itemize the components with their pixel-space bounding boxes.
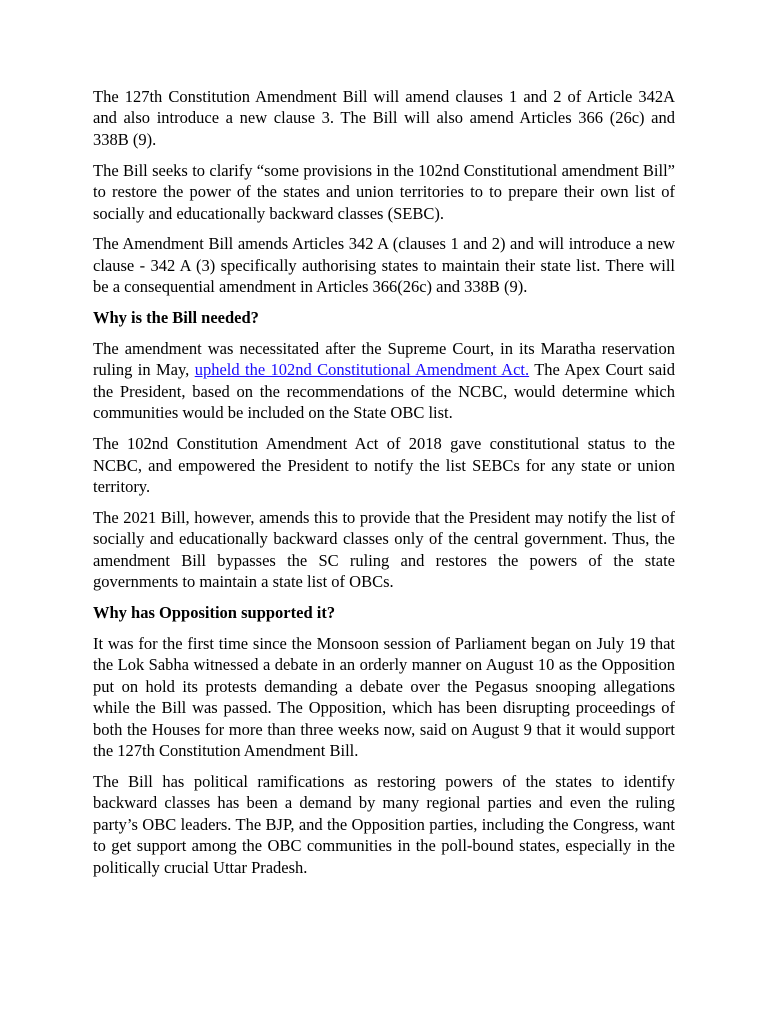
paragraph-2021-bill: The 2021 Bill, however, amends this to provide that the President may notify the list of socially and educationally backward classes only of the central government. Thus, the amendment Bill bypasses the SC ruling and restores the powers of the state governments to maintain a state list of OBCs. <box>93 507 675 592</box>
heading-opposition-support: Why has Opposition supported it? <box>93 603 336 623</box>
document-body <box>93 86 675 887</box>
paragraph-intro: The 127th Constitution Amendment Bill will amend clauses 1 and 2 of Article 342A and also introduce a new clause 3. The Bill will also amend Articles 366 (26c) and 338B (9). <box>93 87 675 149</box>
link-upheld-amendment-act[interactable]: upheld the 102nd Constitutional Amendment Act. <box>194 360 530 380</box>
paragraph-bill-purpose: The Bill seeks to clarify “some provisions in the 102nd Constitutional amendment Bill” to restore the power of the states and union territories to to prepare their own list of socially and educationally backward classes (SEBC). <box>93 160 675 223</box>
paragraph-supreme-court-text-before: The amendment was necessitated after the Supreme Court, in its Maratha reservation ruling in May, <box>93 339 675 380</box>
paragraph-supreme-court-text-after: The Apex Court said the President, based on the recommendations of the NCBC, would determine which communities would be included on the State OBC list. <box>93 360 675 423</box>
paragraph-2018-act: The 102nd Constitution Amendment Act of 2018 gave constitutional status to the NCBC, and empowered the President to notify the list SEBCs for any state or union territory. <box>93 434 675 496</box>
paragraph-supreme-court <box>93 338 675 424</box>
paragraph-political-ramifications: The Bill has political ramifications as restoring powers of the states to identify backward classes has been a demand by many regional parties and even the ruling party’s OBC leaders. The BJP, and the Opposition parties, including the Congress, want to get support among the OBC communities in the poll-bound states, especially in the politically crucial Uttar Pradesh. <box>93 771 675 877</box>
heading-why-needed: Why is the Bill needed? <box>93 308 259 328</box>
paragraph-amendment-details: The Amendment Bill amends Articles 342 A (clauses 1 and 2) and will introduce a new clause - 342 A (3) specifically authorising states to maintain their state list. There will be a consequential amendment in Articles 366(26c) and 338B (9). <box>93 234 675 297</box>
paragraph-monsoon-session: It was for the first time since the Monsoon session of Parliament began on July 19 that the Lok Sabha witnessed a debate in an orderly manner on August 10 as the Opposition put on hold its protests demanding a debate over the Pegasus snooping allegations while the Bill was passed. The Opposition, which has been disrupting proceedings of both the Houses for more than three weeks now, said on August 9 that it would support the 127th Constitution Amendment Bill. <box>93 633 675 760</box>
